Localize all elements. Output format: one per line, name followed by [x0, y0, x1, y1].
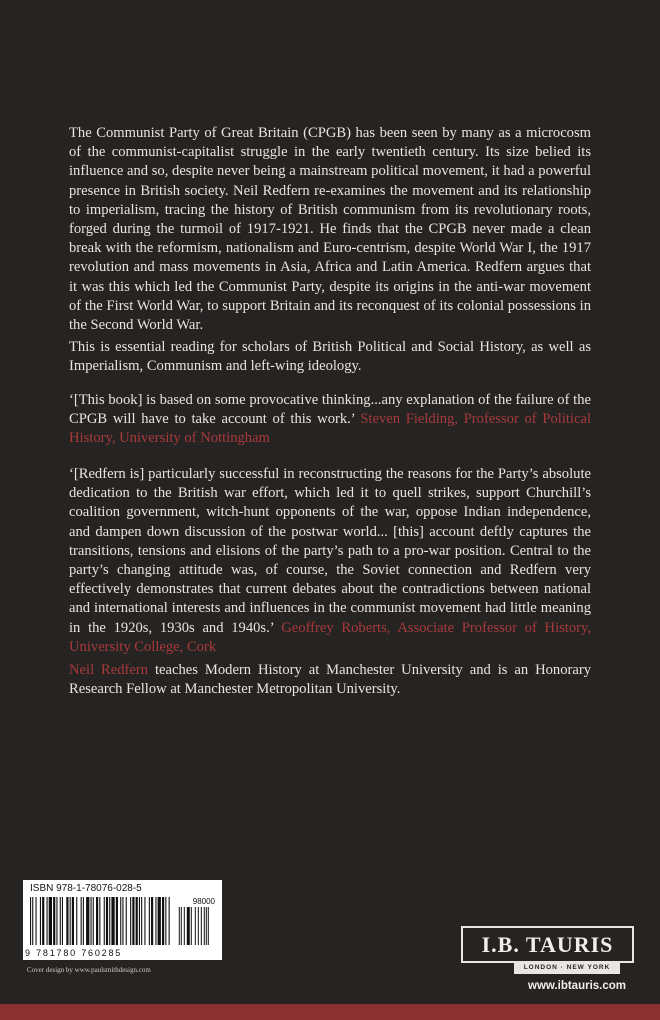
- isbn-label: ISBN 978-1-78076-028-5: [30, 883, 142, 894]
- author-bio-text: teaches Modern History at Manchester University and is an Honorary Research Fellow at Manchester Metropolitan University.: [69, 662, 591, 698]
- description-text: The Communist Party of Great Britain (CPGB) has been seen by many as a microcosm of the communist-capitalist struggle in the early twentieth century. Its size belied its influence and so, despite never being a mainstream political movement, it had a powerful presence in British society. Neil Redfern re-examines the movement and its relationship to imperialism, tracing the history of British communism from its revolutionary roots, forged during the turmoil of 1917-1921. He finds that the CPGB never made a clean break with the reformism, nationalism and Euro-centrism, despite World War I, the 1917 revolution and mass movements in Asia, Africa and Latin America. Redfern argues that it was this which led the Communist Party, despite its origins in the anti-war movement of the First World War, to support Britain and its reconquest of its colonial possessions in the Second World War.: [69, 125, 591, 334]
- publisher-logo: [461, 926, 634, 963]
- publisher-name: I.B. TAURIS: [481, 931, 614, 957]
- review-quote-roberts: [69, 465, 591, 657]
- publisher-locations: LONDON · NEW YORK: [514, 962, 620, 974]
- audience-text: This is essential reading for scholars of British Political and Social History, as well as Imperialism, Communism and left-wing ideology.: [69, 339, 591, 375]
- barcode-bars: [30, 897, 212, 947]
- cover-credit: Cover design by www.paulsmithdesign.com: [27, 966, 151, 974]
- audience-paragraph: [69, 338, 591, 376]
- author-bio: [69, 661, 591, 699]
- quote-text: ‘[This book] is based on some provocative thinking...any explanation of the failure of the CPGB will have to take account of this work.’: [69, 392, 591, 428]
- review-quote-fielding: [69, 391, 591, 449]
- description-paragraph: [69, 124, 591, 335]
- author-name: Neil Redfern: [69, 662, 149, 678]
- barcode-digits: 9 781780 760285: [25, 948, 123, 958]
- quote-text: ‘[Redfern is] particularly successful in reconstructing the reasons for the Party’s absolute dedication to the British war effort, which led it to quell strikes, support Churchill’s coalition government, witch-hunt opponents of the war, oppose Indian independence, and dampen down discussion of the postwar world... [this] account deftly captures the transitions, tensions and elisions of the party’s path to a pro-war position. Central to the party’s changing attitude was, of course, the Soviet connection and Redfern very effectively demonstrates that current debates about the contradictions between national and international interests and influences in the communist movement had little meaning in the 1920s, 1930s and 1940s.’: [69, 466, 591, 636]
- bottom-band: [0, 1004, 660, 1020]
- price-code: 98000: [192, 897, 215, 906]
- quote-attribution: Geoffrey Roberts, Associate Professor of History, University College, Cork: [69, 619, 592, 655]
- quote-attribution: Steven Fielding, Professor of Political History, University of Nottingham: [69, 411, 591, 447]
- isbn-barcode: [23, 880, 222, 960]
- publisher-website: www.ibtauris.com: [528, 980, 626, 992]
